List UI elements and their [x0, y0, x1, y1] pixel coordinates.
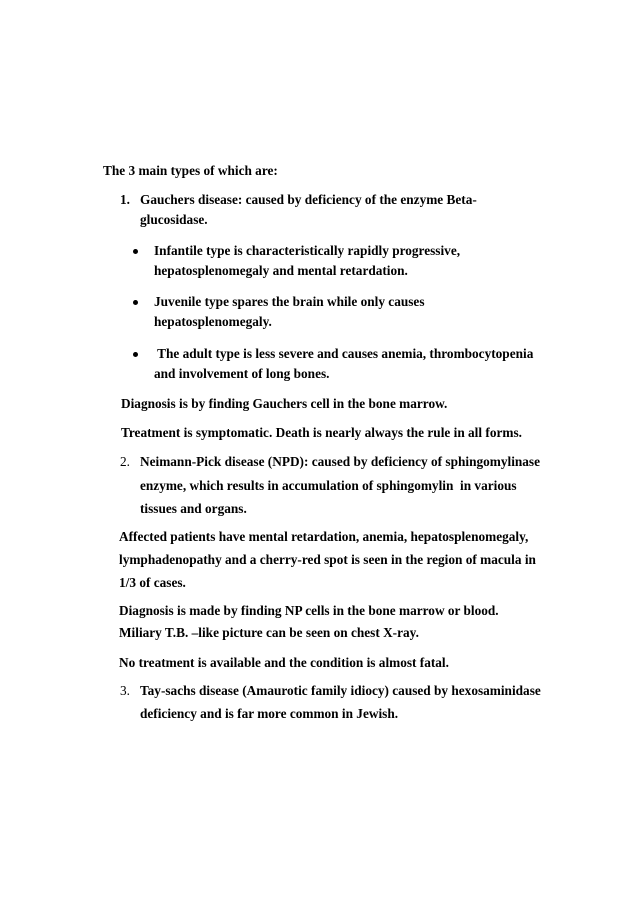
- bullet-icon: [133, 249, 138, 254]
- niemann-treatment: No treatment is available and the condition is almost fatal.: [119, 655, 449, 670]
- taysachs-heading-line-1: Tay-sachs disease (Amaurotic family idiocy) caused by hexosaminidase: [140, 683, 541, 698]
- niemann-affected-line-2: lymphadenopathy and a cherry-red spot is seen in the region of macula in: [119, 552, 536, 567]
- gaucher-heading-line-2: glucosidase.: [140, 212, 208, 227]
- gaucher-adult-line-1: The adult type is less severe and causes anemia, thrombocytopenia: [154, 346, 534, 361]
- gaucher-treatment: Treatment is symptomatic. Death is nearly always the rule in all forms.: [121, 425, 522, 440]
- list-number-2: 2.: [120, 454, 130, 469]
- bullet-icon: [133, 352, 138, 357]
- gaucher-adult-line-2: and involvement of long bones.: [154, 366, 330, 381]
- niemann-diagnosis-line-1: Diagnosis is made by finding NP cells in the bone marrow or blood.: [119, 603, 499, 618]
- list-number-1: 1.: [120, 192, 130, 207]
- niemann-affected-line-1: Affected patients have mental retardation, anemia, hepatosplenomegaly,: [119, 529, 529, 544]
- taysachs-heading-line-2: deficiency and is far more common in Jewish.: [140, 706, 399, 721]
- niemann-affected-line-3: 1/3 of cases.: [119, 575, 186, 590]
- intro-text: The 3 main types of which are:: [103, 163, 278, 178]
- niemann-heading-line-2: enzyme, which results in accumulation of sphingomylin in various: [140, 478, 517, 493]
- niemann-heading-line-1: Neimann-Pick disease (NPD): caused by deficiency of sphingomylinase: [140, 454, 541, 469]
- gaucher-juvenile-line-2: hepatosplenomegaly.: [154, 314, 272, 329]
- list-number-3: 3.: [120, 683, 130, 698]
- gaucher-infantile-line-2: hepatosplenomegaly and mental retardation.: [154, 263, 408, 278]
- gaucher-heading-line-1: Gauchers disease: caused by deficiency of the enzyme Beta-: [140, 192, 477, 207]
- niemann-diagnosis-line-2: Miliary T.B. –like picture can be seen on chest X-ray.: [119, 625, 419, 640]
- gaucher-diagnosis: Diagnosis is by finding Gauchers cell in the bone marrow.: [121, 396, 448, 411]
- bullet-icon: [133, 300, 138, 305]
- gaucher-juvenile-line-1: Juvenile type spares the brain while only causes: [154, 294, 425, 309]
- gaucher-infantile-line-1: Infantile type is characteristically rapidly progressive,: [154, 243, 461, 258]
- niemann-heading-line-3: tissues and organs.: [140, 501, 247, 516]
